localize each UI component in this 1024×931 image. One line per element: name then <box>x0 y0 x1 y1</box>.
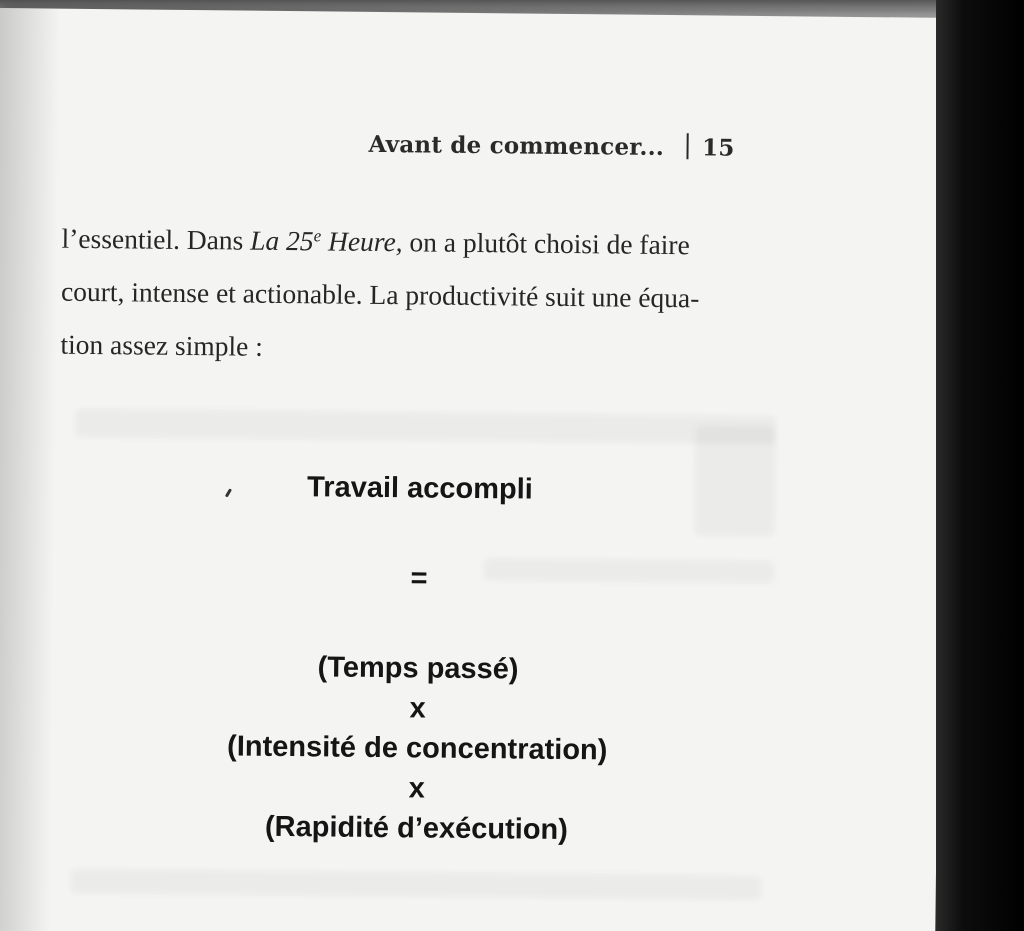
multiply-sign: x <box>408 772 426 805</box>
paragraph-line-3: tion assez simple : <box>60 328 264 362</box>
body-paragraph <box>60 212 792 379</box>
equals-sign: = <box>410 562 428 595</box>
running-head <box>368 130 734 162</box>
book-page <box>0 8 945 931</box>
show-through-text <box>71 869 761 900</box>
multiply-sign: x <box>409 692 426 725</box>
paragraph-line-1: l’essentiel. Dans La 25e Heure, on a plutôt choisi de faire <box>61 222 690 261</box>
paragraph-line-2: court, intense et actionable. La productivité suit une équa- <box>60 275 700 314</box>
page-number: 15 <box>701 134 735 162</box>
equation-term-time: (Temps passé) <box>317 651 519 686</box>
header-separator <box>686 133 688 159</box>
equation-term-speed: (Rapidité d’exécution) <box>264 810 569 846</box>
gutter-shadow <box>0 8 60 931</box>
book-title: La 25e Heure, <box>250 224 403 258</box>
equation-term-intensity: (Intensité de concentration) <box>226 730 608 767</box>
show-through-text <box>76 409 776 444</box>
productivity-equation <box>95 469 745 846</box>
equation-result: Travail accompli <box>306 471 533 506</box>
dark-background-edge <box>936 0 1024 931</box>
chapter-title: Avant de commencer... <box>368 130 665 161</box>
